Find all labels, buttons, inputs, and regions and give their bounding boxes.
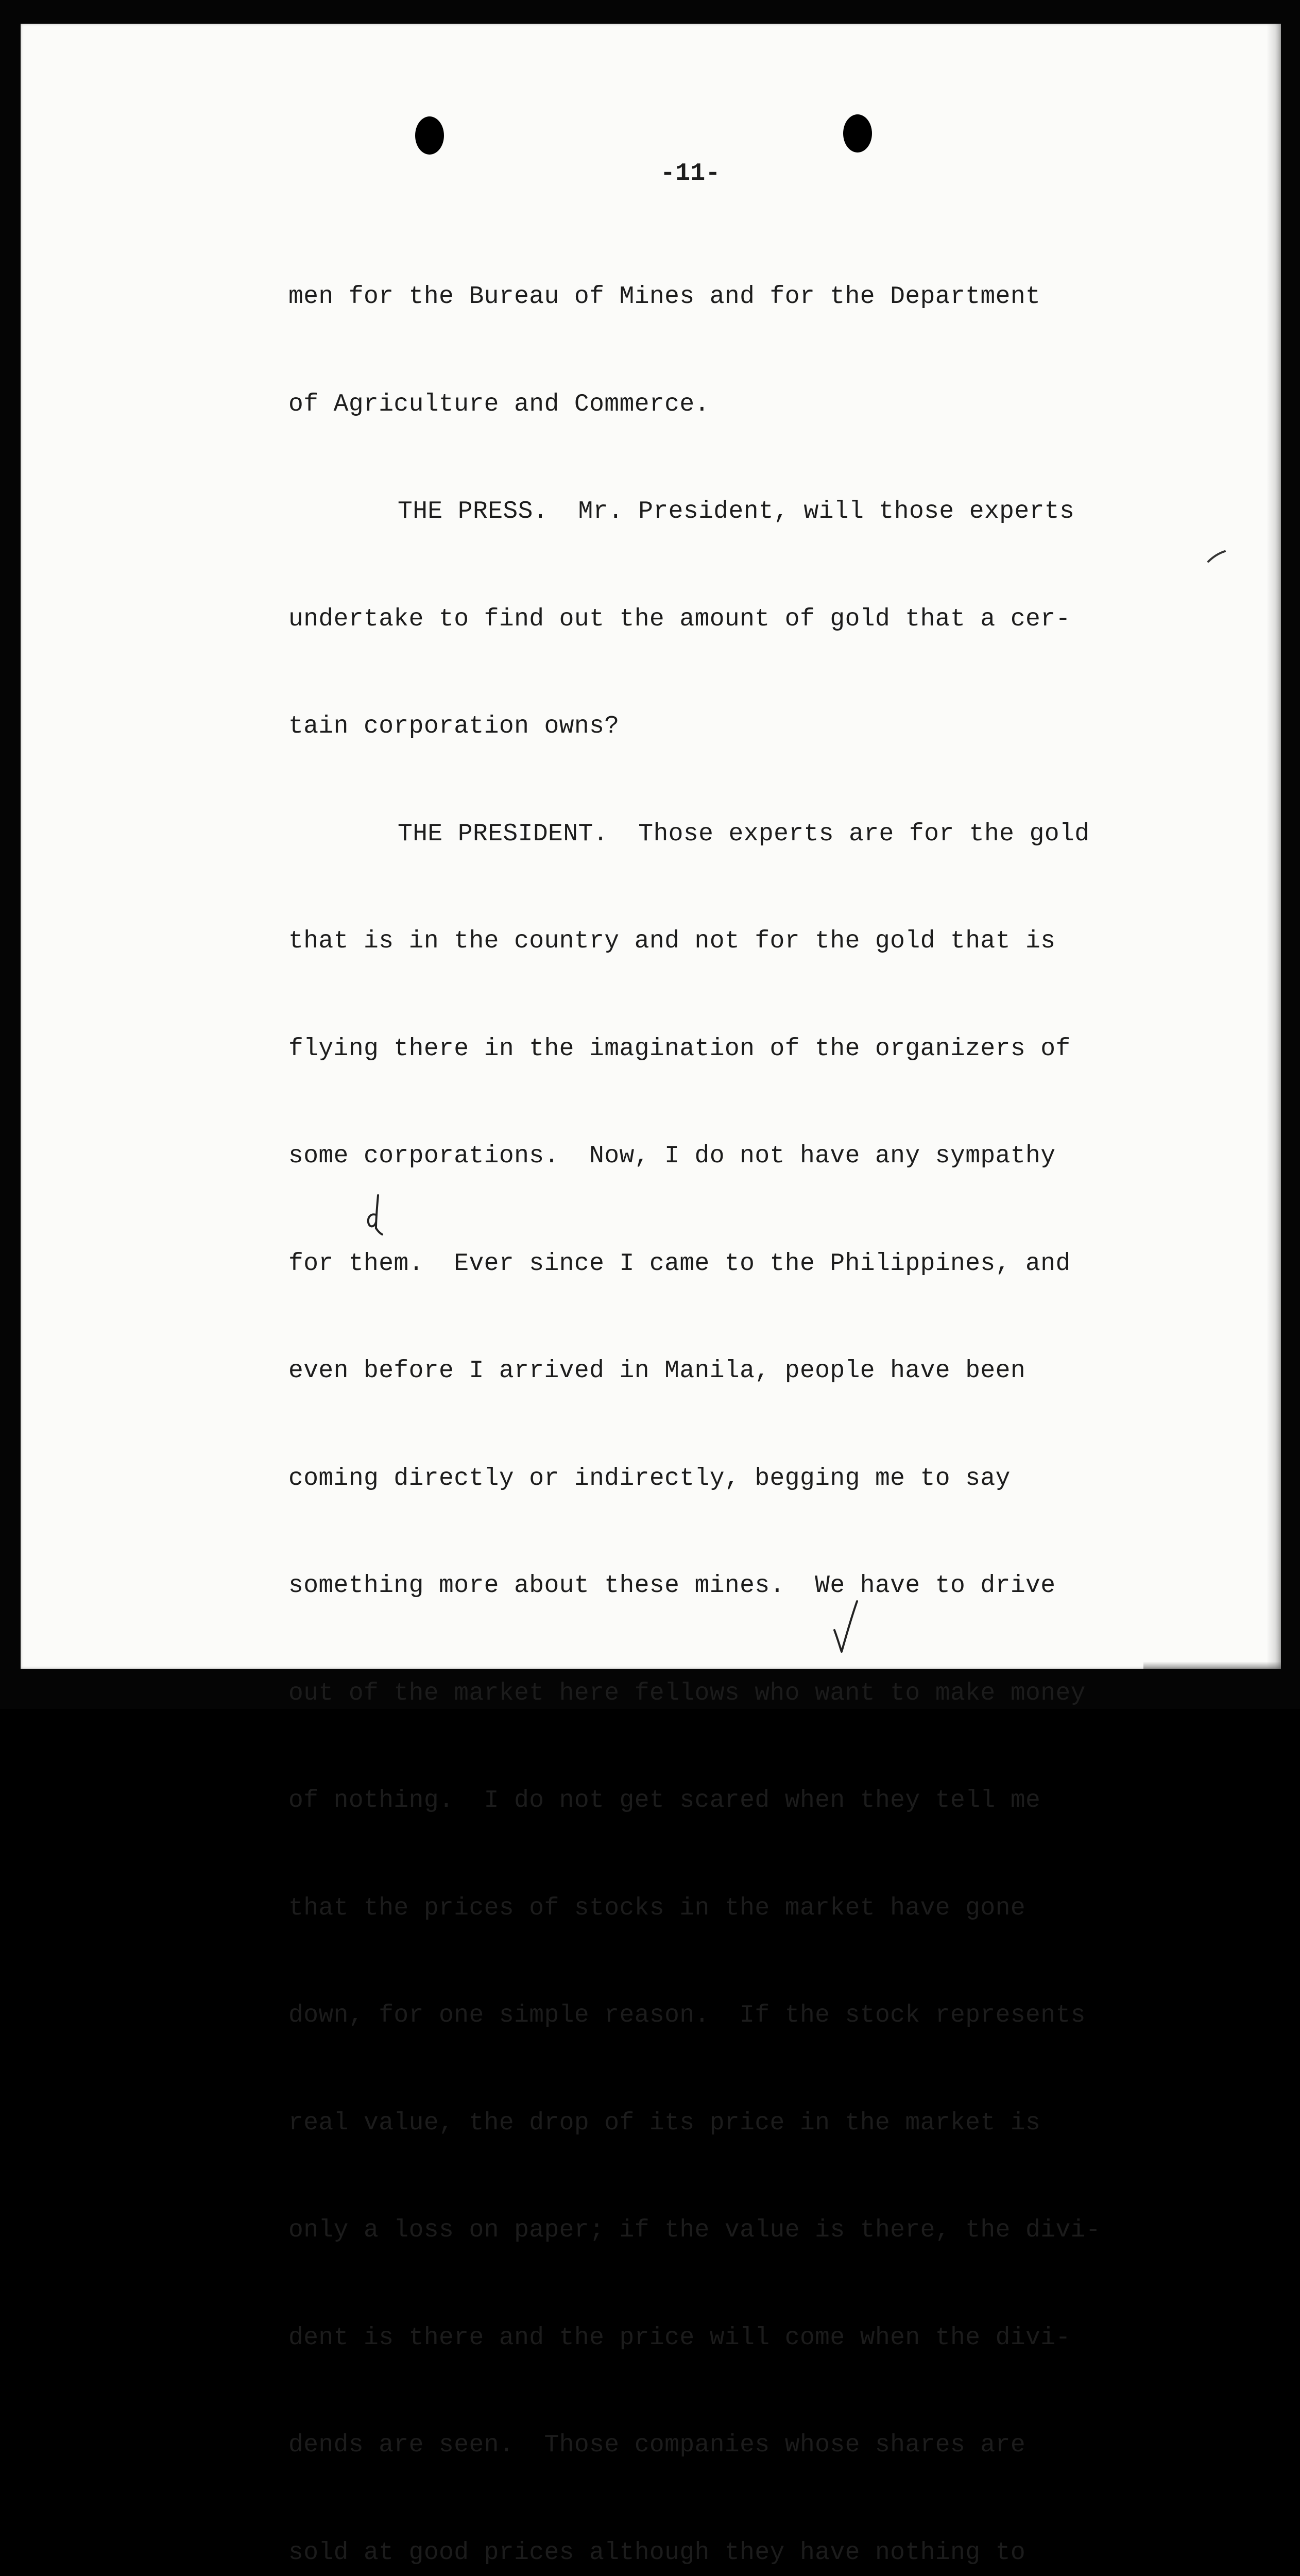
text-line: dends are seen. Those companies whose shares are: [288, 2419, 1174, 2471]
text-line: out of the market here fellows who want to make money: [288, 1668, 1174, 1720]
text-line: even before I arrived in Manila, people have been: [288, 1345, 1174, 1397]
text-line: down, for one simple reason. If the stock represents: [288, 1990, 1174, 2042]
text-line: men for the Bureau of Mines and for the Department: [288, 271, 1174, 323]
text-line: of Agriculture and Commerce.: [288, 379, 1174, 431]
text-line: something more about these mines. We have to drive: [288, 1560, 1174, 1612]
punch-hole-icon: [843, 114, 872, 152]
margin-pencil-mark-icon: [1206, 549, 1227, 564]
text-line: THE PRESIDENT. Those experts are for the gold: [288, 808, 1174, 860]
text-line: undertake to find out the amount of gold that a cer-: [288, 594, 1174, 646]
text-line: sold at good prices although they have nothing to: [288, 2527, 1174, 2576]
punch-hole-icon: [415, 116, 444, 155]
document-page: [21, 24, 1281, 1669]
text-line: dent is there and the price will come when the divi-: [288, 2312, 1174, 2364]
page-edge-shadow: [1267, 24, 1281, 1669]
text-line: some corporations. Now, I do not have any sympathy: [288, 1130, 1174, 1182]
text-line: tain corporation owns?: [288, 701, 1174, 753]
text-line: that is in the country and not for the gold that is: [288, 916, 1174, 968]
text-line: THE PRESS. Mr. President, will those experts: [288, 486, 1174, 538]
text-line: real value, the drop of its price in the market is: [288, 2097, 1174, 2149]
page-number: -11-: [660, 160, 721, 188]
text-line: flying there in the imagination of the organizers of: [288, 1023, 1174, 1075]
text-line: only a loss on paper; if the value is there, the divi-: [288, 2205, 1174, 2257]
text-line: for them. Ever since I came to the Philippines, and: [288, 1238, 1174, 1290]
handwritten-d-icon: [363, 1192, 386, 1236]
check-mark-icon: [830, 1598, 861, 1655]
text-line: of nothing. I do not get scared when they tell me: [288, 1775, 1174, 1827]
transcript-body: [288, 215, 1174, 2576]
text-line: that the prices of stocks in the market have gone: [288, 1883, 1174, 1935]
text-line: coming directly or indirectly, begging me to say: [288, 1453, 1174, 1505]
